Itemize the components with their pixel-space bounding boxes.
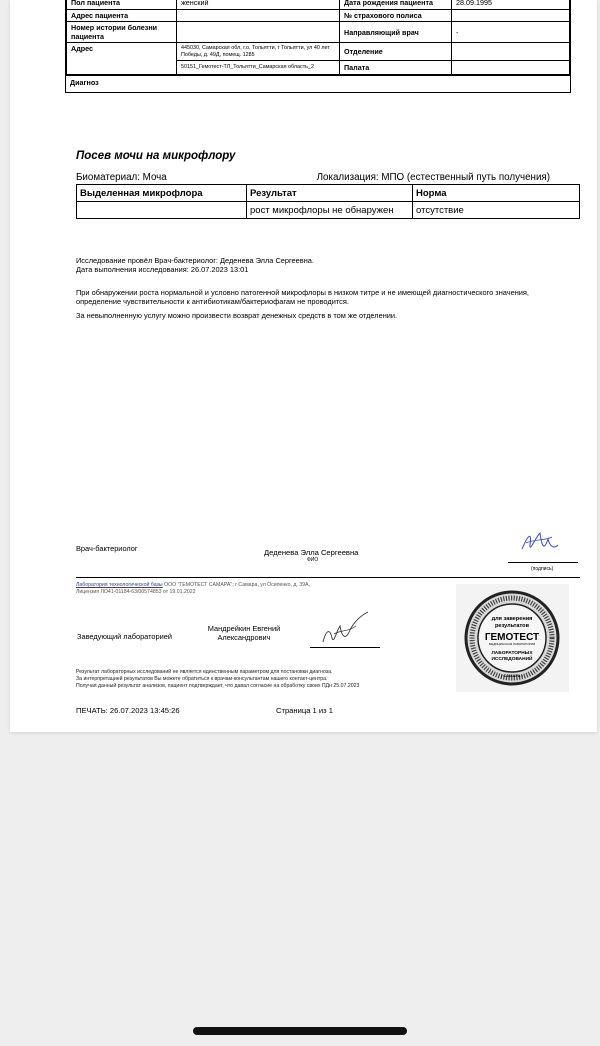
cell-norm: отсутствие <box>413 202 580 219</box>
svg-text:МЕДИЦИНСКАЯ ЛАБОРАТОРИЯ: МЕДИЦИНСКАЯ ЛАБОРАТОРИЯ <box>488 642 536 646</box>
svg-text:ИССЛЕДОВАНИЙ: ИССЛЕДОВАНИЙ <box>491 657 533 662</box>
sex-value: женский <box>177 0 340 10</box>
cell-result: рост микрофлоры не обнаружен <box>247 202 413 219</box>
document-page <box>10 0 597 732</box>
header-norm: Норма <box>413 185 580 202</box>
page-counter: Страница 1 из 1 <box>276 706 333 715</box>
lab-info <box>76 582 376 596</box>
header-result: Результат <box>247 185 413 202</box>
department-code: 50151_Гемотест-ТЛ_Тольятти_Самарская область_2 <box>177 61 340 75</box>
lab-stamp <box>456 584 569 692</box>
refund-note: За невыполненную услугу можно произвести возврат денежных средств в том же отделении. <box>76 311 398 320</box>
bacteriologist-label: Врач-бактериолог <box>76 544 138 553</box>
head-signature-icon <box>320 608 372 648</box>
home-indicator[interactable] <box>193 1027 407 1035</box>
lab-link[interactable]: Лаборатория технологической базы <box>76 582 163 588</box>
patient-address-label: Адрес пациента <box>67 10 177 22</box>
print-timestamp: ПЕЧАТЬ: 26.07.2023 13:45:26 <box>76 706 180 715</box>
policy-label: № страхового полиса <box>340 10 452 22</box>
svg-text:для заверения: для заверения <box>491 616 533 622</box>
history-label: Номер истории болезни пациента <box>67 22 177 43</box>
localization: Локализация: МПО (естественный путь получения) <box>316 172 550 183</box>
bacteriologist-name: Деденева Элла Сергеевна <box>264 548 359 557</box>
svg-text:ГЕМОТЕСТ: ГЕМОТЕСТ <box>484 632 540 643</box>
lab-license: Лицензия ЛО41-01184-63/00574853 от 19.01.2022 <box>76 589 196 595</box>
address-value: 445030, Самарская обл, г.о. Тольятти, г Тольятти, ул 40 лет Победы, д. 49Д, помещ. 1285 <box>177 43 340 61</box>
dob-value: 28.09.1995 <box>452 0 570 10</box>
bacteriologist-signature-icon <box>518 527 560 559</box>
address-label: Адрес <box>67 43 177 75</box>
diagnosis-label: Диагноз <box>66 75 570 92</box>
performed-date: Дата выполнения исследования: 26.07.2023 13:01 <box>76 265 249 274</box>
detection-note: При обнаружении роста нормальной и условно патогенной микрофлоры в низком титре и не имеющей диагностического значения, определение чувствительности к антибиотикам/бактериофагам не проводится. <box>76 288 529 306</box>
referring-doctor-label: Направляющий врач <box>340 22 452 43</box>
ward-label: Палата <box>340 61 452 75</box>
table-row <box>77 202 580 219</box>
head-name: Мандрейкин Евгений Александрович <box>207 624 281 642</box>
biomaterial: Биоматериал: Моча <box>76 172 167 183</box>
referring-doctor-value: - <box>452 22 570 43</box>
disclaimer: Результат лабораторных исследований не является единственным параметром для постановки диагноза. За интерпретацией результатов Вы можете обратиться к врачам-консультантам нашего контакт-центра. Получая данный результат анализов, пациент подтверждает, что давал согласие на обработку своих ПДн 25.07.2023 <box>76 669 360 689</box>
sex-label: Пол пациента <box>67 0 177 10</box>
analysis-title: Посев мочи на микрофлору <box>76 150 236 162</box>
patient-info-table <box>65 0 571 93</box>
signature-caption: (подпись) <box>531 566 554 572</box>
head-label: Заведующий лабораторией <box>77 632 173 641</box>
cell-microflora <box>77 202 247 219</box>
fio-caption: ФИО <box>307 557 319 563</box>
department-label: Отделение <box>340 43 452 61</box>
stamp-seal-icon <box>456 584 569 692</box>
svg-text:результатов: результатов <box>494 623 530 629</box>
dob-label: Дата рождения пациента <box>340 0 452 10</box>
svg-text:• САМАРА •: • САМАРА • <box>500 673 524 678</box>
lab-address: ООО "ГЕМОТЕСТ САМАРА"; г Самара, ул Осипенко, д. 39А, <box>164 582 310 588</box>
header-microflora: Выделенная микрофлора <box>77 185 247 202</box>
svg-text:ЛАБОРАТОРНЫХ: ЛАБОРАТОРНЫХ <box>491 651 533 656</box>
performed-by: Исследование провёл Врач-бактериолог: Деденева Элла Сергеевна. <box>76 256 314 265</box>
results-table <box>76 184 580 219</box>
